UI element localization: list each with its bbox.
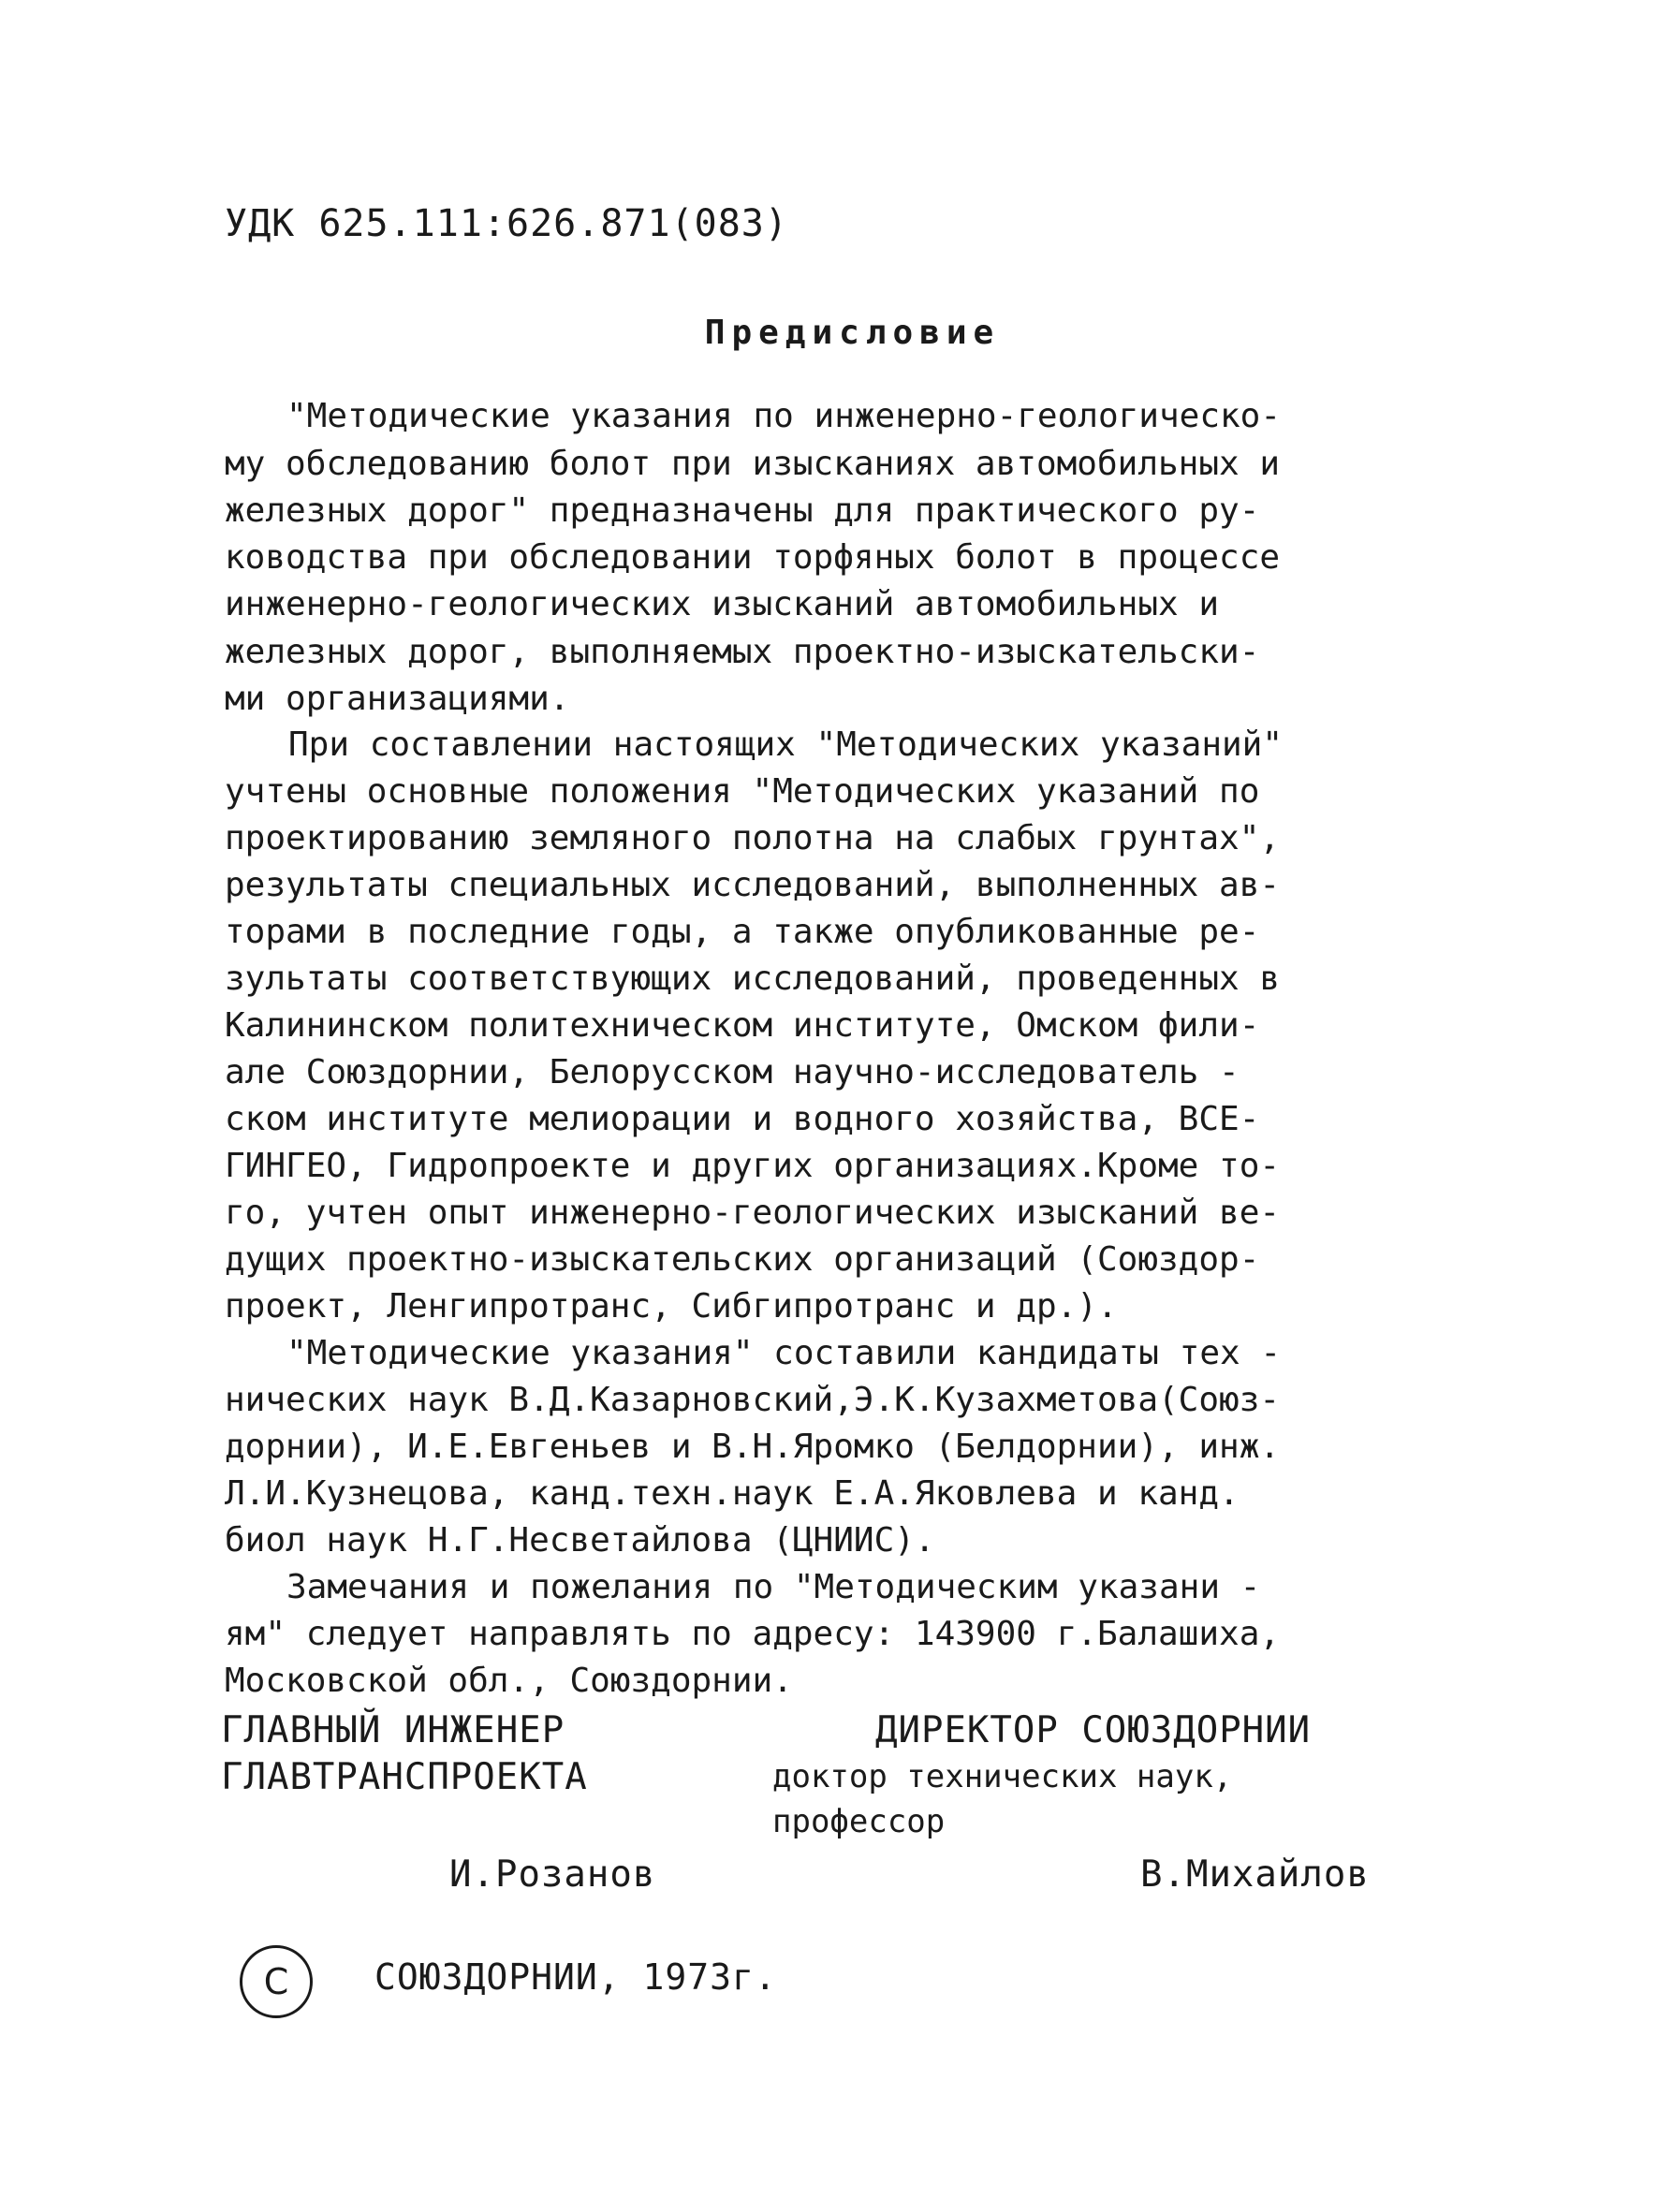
paragraph-1-line: железных дорог, выполняемых проектно-изыскательски- xyxy=(225,633,1260,671)
paragraph-3-line: нических наук В.Д.Казарновский,Э.К.Кузахметова(Союз- xyxy=(225,1381,1281,1419)
paragraph-4-line: Московской обл., Союздорнии. xyxy=(225,1662,793,1700)
left-signatory-org: ГЛАВТРАНСПРОЕКТА xyxy=(221,1756,588,1798)
paragraph-2-line: проект, Ленгипротранс, Сибгипротранс и др.). xyxy=(225,1287,1118,1326)
copyright-symbol: С xyxy=(263,1961,289,2002)
paragraph-2-line: Калининском политехническом институте, Омском фили- xyxy=(225,1006,1260,1045)
left-signatory-name: И.Розанов xyxy=(449,1853,656,1896)
paragraph-2-line: При составлении настоящих "Методических указаний" xyxy=(288,725,1284,764)
paragraph-2-line: зультаты соответствующих исследований, проведенных в xyxy=(225,960,1281,998)
paragraph-1-line: ми организациями. xyxy=(225,680,570,718)
paragraph-3-line: "Методические указания" составили кандидаты тех - xyxy=(286,1334,1282,1372)
paragraph-2-line: дущих проектно-изыскательских организаций (Союздор- xyxy=(225,1240,1260,1279)
paragraph-1-line: инженерно-геологических изысканий автомобильных и xyxy=(225,585,1220,623)
paragraph-2-line: ском институте мелиорации и водного хозяйства, ВСЕ- xyxy=(225,1100,1260,1138)
paragraph-2-line: торами в последние годы, а также опубликованные ре- xyxy=(225,913,1260,951)
paragraph-2-line: проектированию земляного полотна на слабых грунтах", xyxy=(225,819,1281,857)
udc-code: УДК 625.111:626.871(083) xyxy=(225,202,788,245)
paragraph-4-line: Замечания и пожелания по "Методическим указани - xyxy=(286,1568,1261,1606)
paragraph-1-line: железных дорог" предназначены для практического ру- xyxy=(225,491,1260,530)
paragraph-3-line: биол наук Н.Г.Несветайлова (ЦНИИС). xyxy=(225,1521,935,1560)
paragraph-2-line: але Союздорнии, Белорусском научно-исследователь - xyxy=(225,1053,1240,1091)
right-signatory-degree: доктор технических наук, xyxy=(772,1758,1233,1795)
paragraph-2-line: учтены основные положения "Методических указаний по xyxy=(225,772,1260,811)
paragraph-3-line: дорнии), И.Е.Евгеньев и В.Н.Яромко (Белдорнии), инж. xyxy=(225,1428,1281,1466)
paragraph-2-line: ГИНГЕО, Гидропроекте и других организациях.Кроме то- xyxy=(225,1147,1281,1185)
left-signatory-title: ГЛАВНЫЙ ИНЖЕНЕР xyxy=(221,1709,565,1751)
right-signatory-title: ДИРЕКТОР СОЮЗДОРНИИ xyxy=(875,1709,1312,1751)
right-signatory-name: В.Михайлов xyxy=(1140,1853,1370,1896)
paragraph-2-line: результаты специальных исследований, выполненных ав- xyxy=(225,866,1281,904)
paragraph-1-line: ководства при обследовании торфяных болот в процессе xyxy=(225,538,1281,577)
page-title: Предисловие xyxy=(704,314,1001,352)
copyright-icon xyxy=(240,1945,313,2018)
paragraph-2-line: го, учтен опыт инженерно-геологических изысканий ве- xyxy=(225,1194,1281,1232)
paragraph-1-line: му обследованию болот при изысканиях автомобильных и xyxy=(225,445,1281,483)
paragraph-4-line: ям" следует направлять по адресу: 143900 г.Балашиха, xyxy=(225,1615,1281,1653)
right-signatory-rank: профессор xyxy=(772,1803,946,1840)
paragraph-1-line: "Методические указания по инженерно-геологическо- xyxy=(286,397,1282,435)
copyright-text: СОЮЗДОРНИИ, 1973г. xyxy=(374,1956,777,1998)
paragraph-3-line: Л.И.Кузнецова, канд.техн.наук Е.А.Яковлева и канд. xyxy=(225,1474,1240,1513)
